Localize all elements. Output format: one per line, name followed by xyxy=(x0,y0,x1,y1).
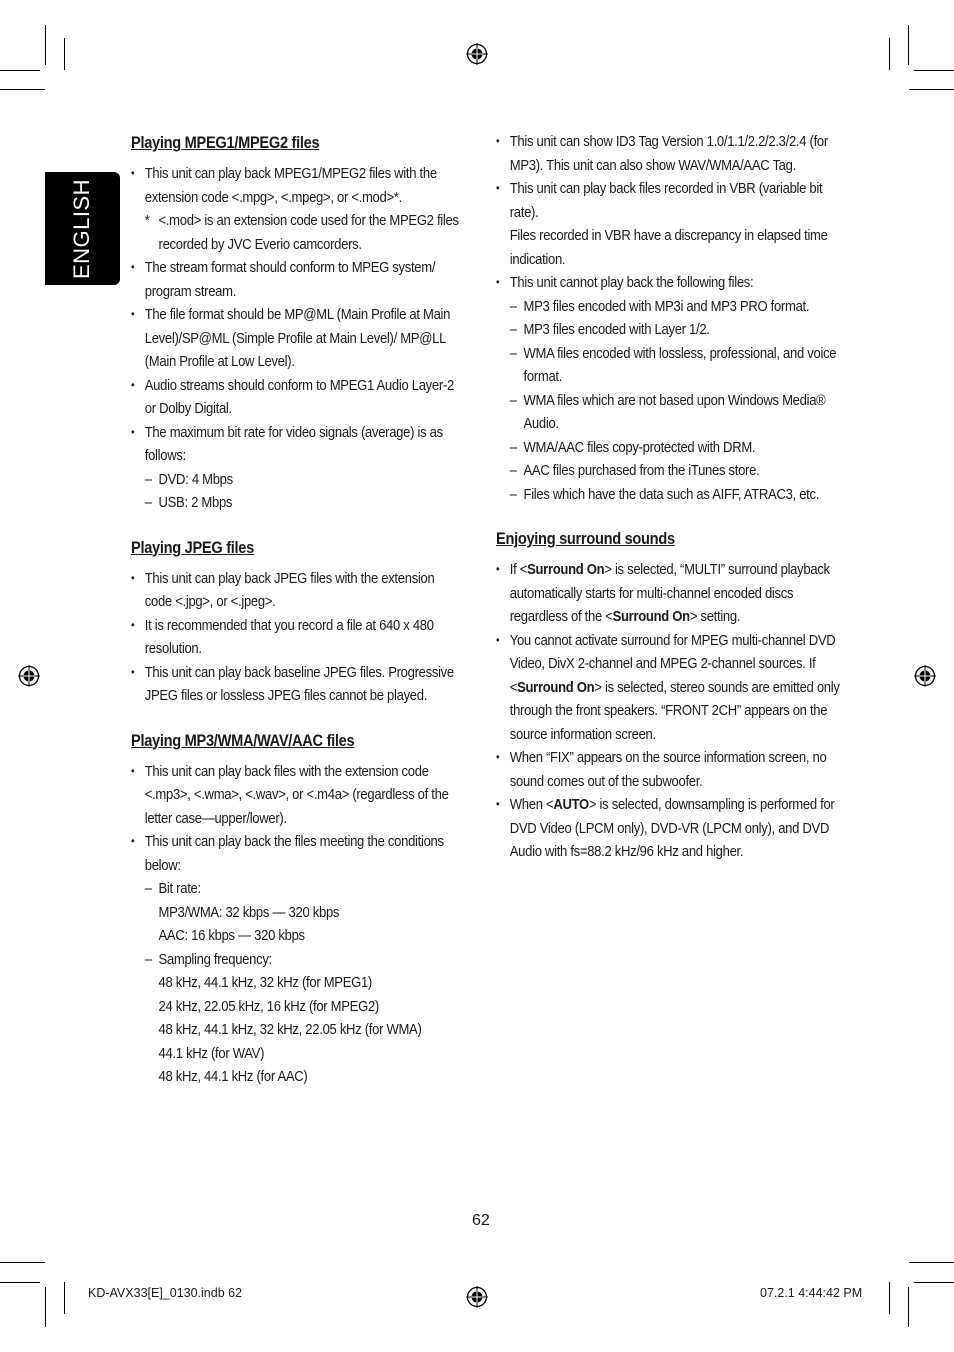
crop-mark xyxy=(64,38,65,70)
spec-line: 24 kHz, 22.05 kHz, 16 kHz (for MPEG2) xyxy=(158,997,379,1015)
list-item-text: This unit can play back files recorded in VBR (variable bit rate). xyxy=(509,180,823,221)
list-item xyxy=(131,830,462,1089)
text-run: You cannot activate surround for MPEG multi-channel DVD Video, DivX 2-channel and MPEG 2-channel sources. If < xyxy=(509,631,836,696)
text-run: > is selected, downsampling is performed for DVD Video (LPCM only), DVD-VR (LPCM only), and DVD Audio with fs=88.2 kHz/96 kHz and higher. xyxy=(509,796,835,860)
list-item: • This unit can show ID3 Tag Version 1.0/1.1/2.2/2.3/2.4 (for MP3). This unit can also show WAV/WMA/AAC Tag. xyxy=(496,130,840,177)
dash-mark: – xyxy=(144,470,152,488)
crop-mark xyxy=(0,70,40,71)
dash-mark: – xyxy=(509,297,517,315)
spec-line: 48 kHz, 44.1 kHz (for AAC) xyxy=(158,1068,308,1085)
sub-item xyxy=(145,468,462,492)
list-item-text: This unit cannot play back the following files: xyxy=(509,274,754,291)
spec-line: 48 kHz, 44.1 kHz, 32 kHz (for MPEG1) xyxy=(158,974,372,991)
setting-name: Surround On xyxy=(527,561,605,578)
sub-item xyxy=(145,491,462,515)
language-tab xyxy=(45,172,120,285)
crop-mark xyxy=(889,38,890,70)
list-item xyxy=(496,793,840,864)
list-item: • This unit can play back files with the extension code <.mp3>, <.wma>, <.wav>, or <.m4a> (regardless of the letter case—upper/lower). xyxy=(131,760,462,831)
footnote-text: <.mod> is an extension code used for the MPEG2 files recorded by JVC Everio camcorders. xyxy=(158,212,459,253)
crop-mark xyxy=(0,1262,45,1263)
sub-item xyxy=(510,342,840,389)
setting-name: AUTO xyxy=(553,796,589,813)
dash-mark: – xyxy=(509,438,517,456)
registration-mark-icon xyxy=(466,1286,488,1308)
dash-mark: – xyxy=(509,485,517,503)
footnote-mark: * xyxy=(144,212,150,229)
spec-line: AAC: 16 kbps — 320 kbps xyxy=(158,927,305,944)
crop-mark xyxy=(0,89,45,90)
bullet-list xyxy=(131,162,462,515)
list-item xyxy=(496,177,840,271)
text-run: When < xyxy=(509,796,554,813)
sub-item-text: USB: 2 Mbps xyxy=(158,494,233,511)
list-item: • The stream format should conform to MPEG system/ program stream. xyxy=(131,256,462,303)
crop-mark xyxy=(45,1287,46,1327)
sub-item-text: WMA files which are not based upon Windows Media® Audio. xyxy=(523,391,826,432)
crop-mark xyxy=(908,1287,909,1327)
dash-mark: – xyxy=(509,462,517,479)
sub-item-text: Bit rate: xyxy=(158,880,201,897)
footer-datetime: 07.2.1 4:44:42 PM xyxy=(760,1286,863,1300)
list-item: • When “FIX” appears on the source information screen, no sound comes out of the subwoofer. xyxy=(496,746,840,793)
setting-name: Surround On xyxy=(517,678,595,696)
list-item xyxy=(496,271,840,506)
section-tags xyxy=(496,130,840,506)
sub-item-text: Files which have the data such as AIFF, ATRAC3, etc. xyxy=(523,485,820,503)
page-number: 62 xyxy=(472,1212,490,1229)
sub-item-text: AAC files purchased from the iTunes store. xyxy=(523,462,760,479)
list-item: • The file format should be MP@ML (Main Profile at Main Level)/SP@ML (Simple Profile at Main Level)/ MP@LL (Main Profile at Low Level). xyxy=(131,303,462,374)
list-item: • Audio streams should conform to MPEG1 Audio Layer-2 or Dolby Digital. xyxy=(131,374,462,421)
sub-item xyxy=(510,483,840,507)
list-item: • This unit can play back JPEG files with the extension code <.jpg>, or <.jpeg>. xyxy=(131,567,462,614)
sub-item-text: WMA files encoded with lossless, professional, and voice format. xyxy=(523,344,837,385)
dash-mark: – xyxy=(144,494,152,511)
sub-item-text: Sampling frequency: xyxy=(158,950,272,968)
crop-mark xyxy=(64,1282,65,1314)
spec-line: 48 kHz, 44.1 kHz, 32 kHz, 22.05 kHz (for WMA) xyxy=(158,1021,422,1038)
crop-mark xyxy=(914,1282,954,1283)
spec-line: 44.1 kHz (for WAV) xyxy=(158,1044,265,1062)
bullet-list xyxy=(496,558,840,864)
bullet-list xyxy=(131,760,462,1089)
sub-item-text: DVD: 4 Mbps xyxy=(158,470,233,488)
sub-item-text: MP3 files encoded with Layer 1/2. xyxy=(523,321,710,338)
dash-mark: – xyxy=(509,391,517,409)
crop-mark xyxy=(0,1282,40,1283)
section-mp3 xyxy=(131,728,462,1089)
text-run: > is selected, stereo sounds are emitted only through the front speakers. “FRONT 2CH” appears on the source information screen. xyxy=(509,678,840,743)
crop-mark xyxy=(909,1262,954,1263)
dash-mark: – xyxy=(144,880,152,897)
right-column xyxy=(496,130,840,884)
footer-file: KD-AVX33[E]_0130.indb 62 xyxy=(88,1286,243,1300)
section-heading: Enjoying surround sounds xyxy=(496,529,675,548)
sub-item xyxy=(510,318,840,342)
section-heading: Playing MP3/WMA/WAV/AAC files xyxy=(131,730,355,750)
list-item-text: The maximum bit rate for video signals (average) is as follows: xyxy=(144,423,443,464)
crop-mark xyxy=(45,25,46,65)
list-item: • This unit can play back baseline JPEG files. Progressive JPEG files or lossless JPEG files cannot be played. xyxy=(131,661,462,708)
footnote xyxy=(145,209,462,256)
sub-item xyxy=(510,389,840,436)
setting-name: Surround On xyxy=(612,608,690,625)
list-item-extra: Files recorded in VBR have a discrepancy in elapsed time indication. xyxy=(509,227,828,268)
list-item-text: This unit can play back the files meeting the conditions below: xyxy=(144,833,444,874)
left-column xyxy=(131,130,462,1109)
spec-line: MP3/WMA: 32 kbps — 320 kbps xyxy=(158,903,340,921)
dash-mark: – xyxy=(509,344,517,362)
bullet-list xyxy=(496,130,840,506)
section-heading: Playing MPEG1/MPEG2 files xyxy=(131,133,320,152)
text-run: > is selected, “MULTI” surround playback automatically starts for multi-channel encoded discs regardless of the < xyxy=(509,561,830,625)
section-jpeg xyxy=(131,535,462,708)
sub-item xyxy=(510,459,840,483)
registration-mark-icon xyxy=(466,43,488,65)
list-item xyxy=(131,421,462,515)
text-run: If < xyxy=(509,561,528,578)
list-item-text: This unit can play back MPEG1/MPEG2 files with the extension code <.mpg>, <.mpeg>, or <.mod>*. xyxy=(144,165,437,206)
list-item xyxy=(496,629,840,747)
language-tab-label: ENGLISH xyxy=(69,178,94,280)
sub-item xyxy=(510,295,840,319)
list-item xyxy=(131,162,462,256)
crop-mark xyxy=(889,1282,890,1314)
crop-mark xyxy=(914,70,954,71)
sub-item-text: MP3 files encoded with MP3i and MP3 PRO format. xyxy=(523,297,810,315)
list-item: • It is recommended that you record a file at 640 x 480 resolution. xyxy=(131,614,462,661)
list-item xyxy=(496,558,840,629)
bullet-list xyxy=(131,567,462,708)
section-surround xyxy=(496,526,840,864)
dash-mark: – xyxy=(509,321,517,338)
sub-item xyxy=(510,436,840,460)
text-run: > setting. xyxy=(689,608,741,625)
sub-item xyxy=(145,877,462,948)
crop-mark xyxy=(908,25,909,65)
registration-mark-icon xyxy=(18,665,40,687)
sub-item xyxy=(145,948,462,1089)
crop-mark xyxy=(909,89,954,90)
dash-mark: – xyxy=(144,950,152,968)
section-mpeg xyxy=(131,130,462,515)
registration-mark-icon xyxy=(914,665,936,687)
sub-item-text: WMA/AAC files copy-protected with DRM. xyxy=(523,438,756,456)
section-heading: Playing JPEG files xyxy=(131,537,254,557)
